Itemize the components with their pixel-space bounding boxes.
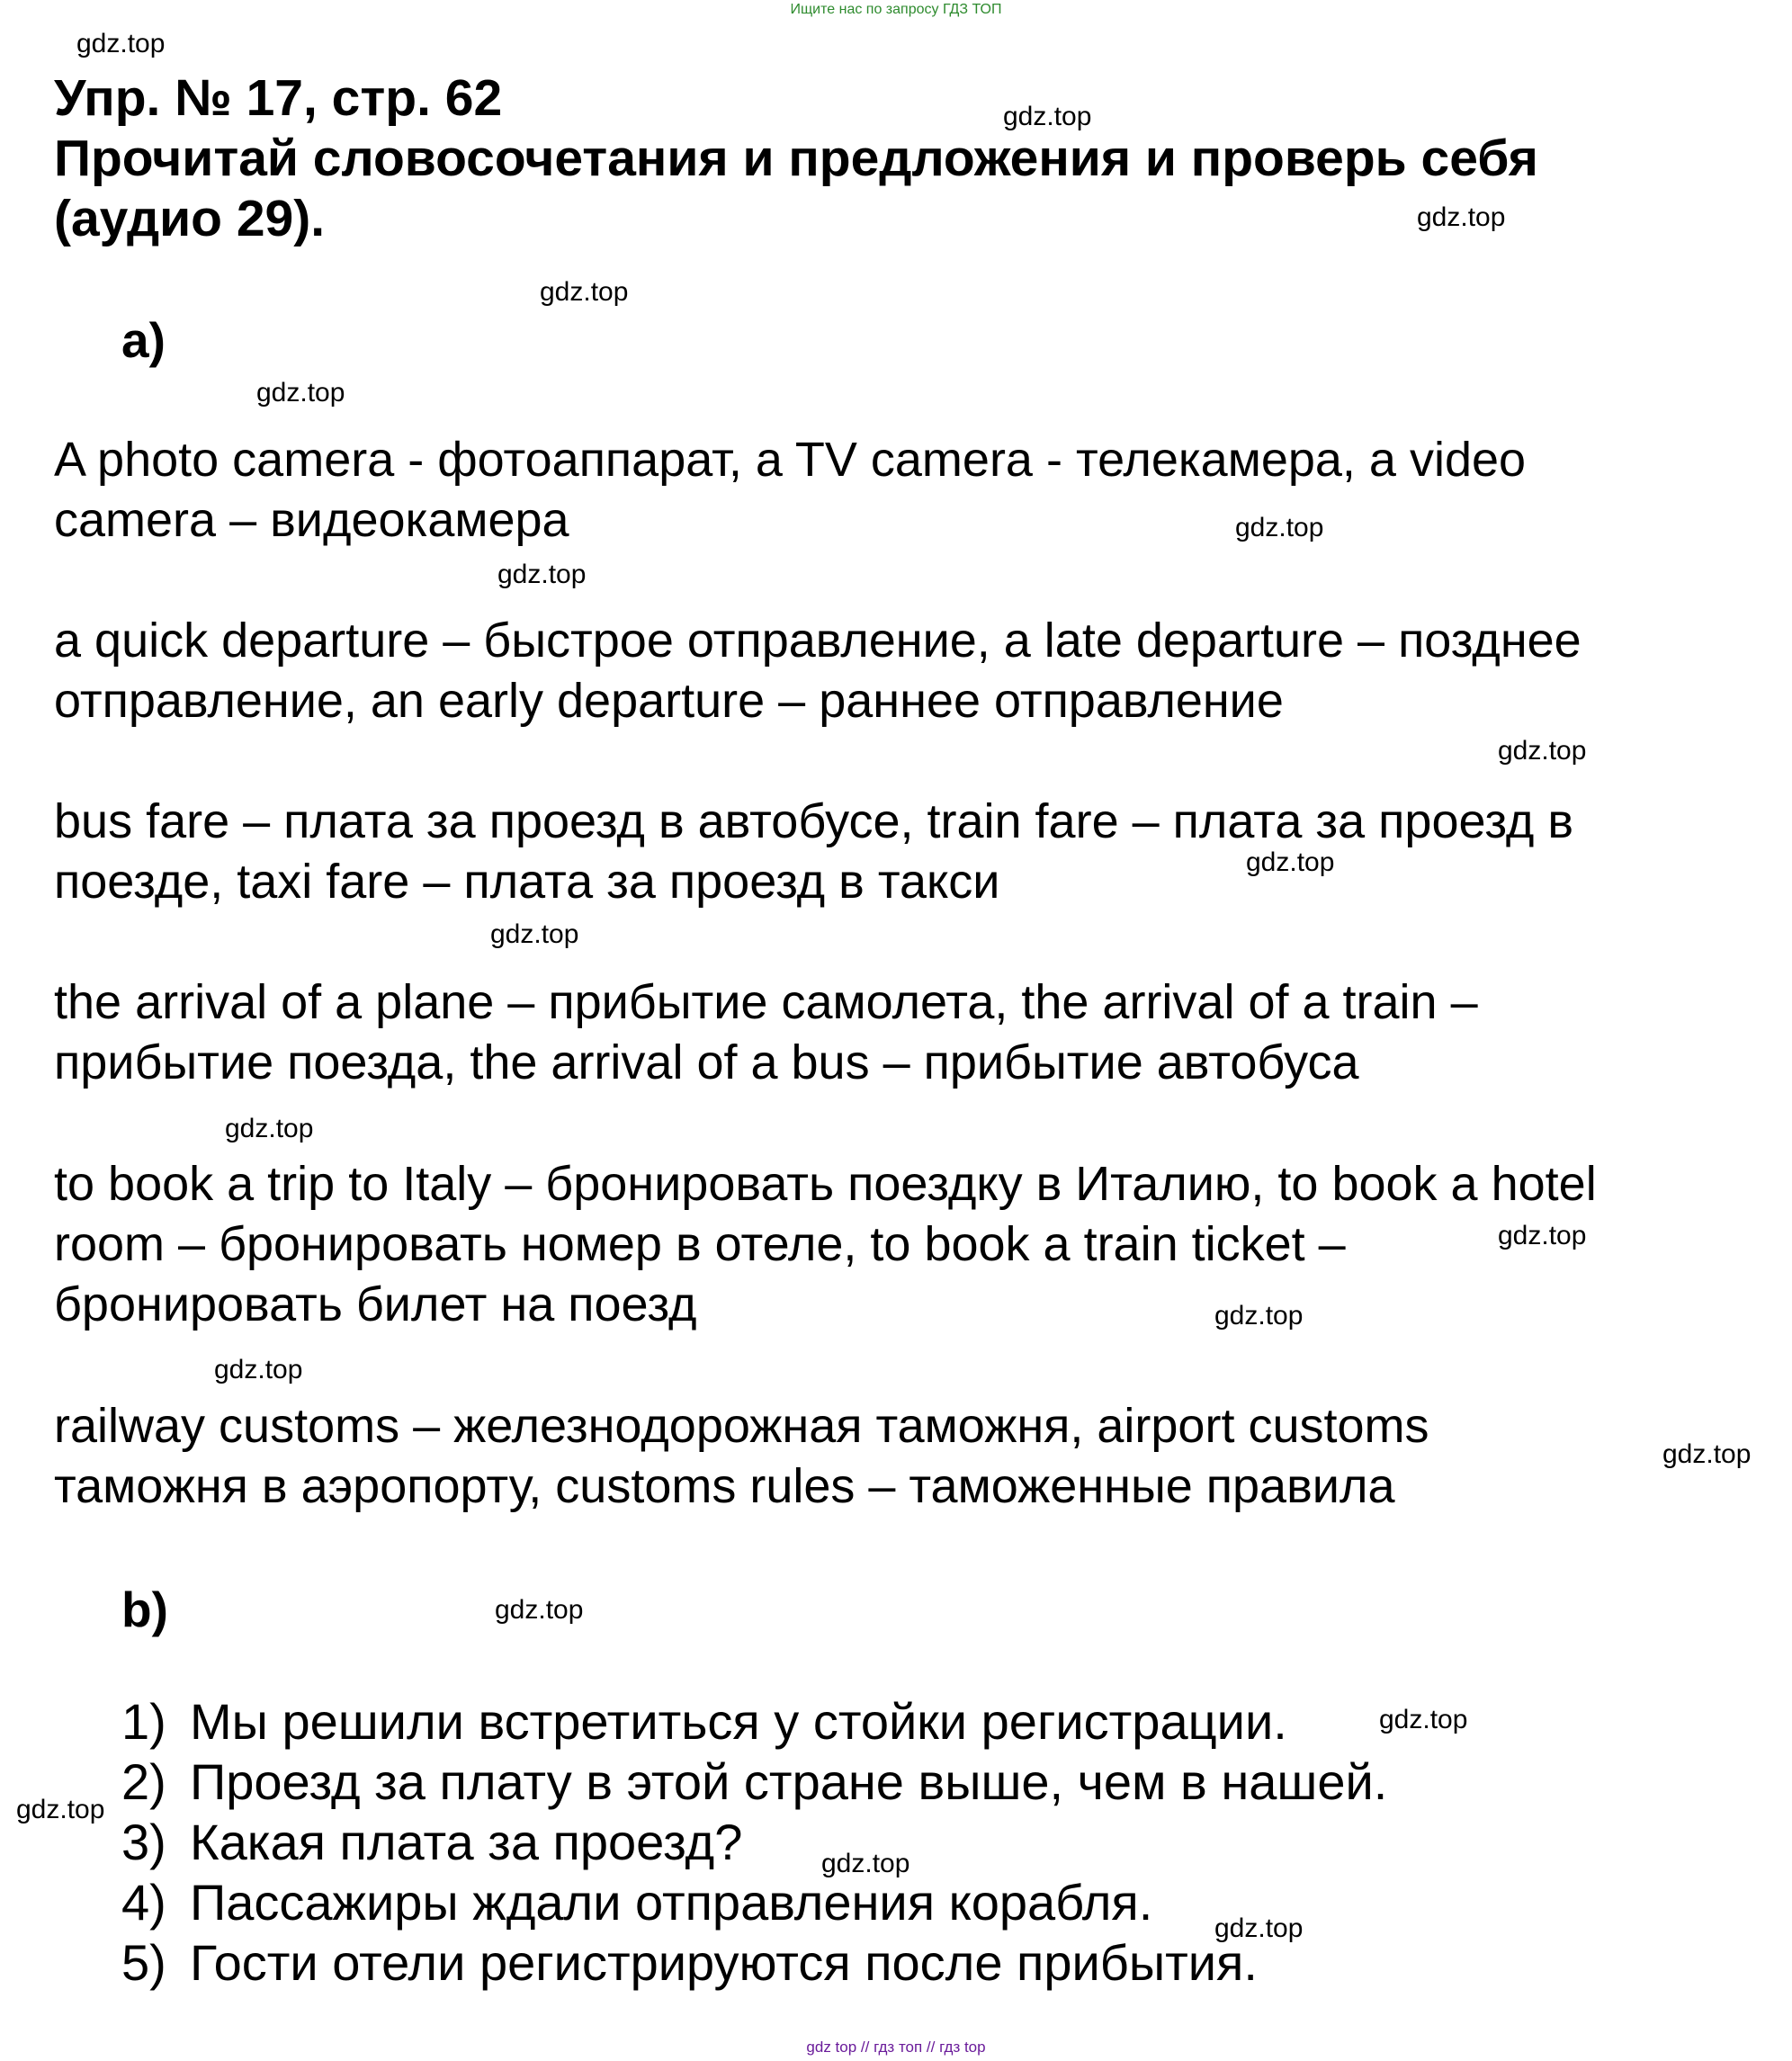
watermark: gdz.top bbox=[1235, 513, 1324, 542]
phrase-group-fare bbox=[54, 792, 1745, 912]
phrase-group-book bbox=[54, 1154, 1745, 1335]
watermark: gdz.top bbox=[76, 29, 166, 58]
item-number: 3) bbox=[121, 1814, 166, 1870]
watermark: gdz.top bbox=[214, 1355, 303, 1384]
list-item bbox=[121, 1691, 1387, 1752]
text-line: бронировать билет на поезд bbox=[54, 1277, 697, 1331]
phrase-group-customs bbox=[54, 1396, 1745, 1517]
watermark: gdz.top bbox=[1214, 1913, 1304, 1943]
list-item bbox=[121, 1872, 1387, 1932]
item-number: 5) bbox=[121, 1934, 166, 1991]
watermark: gdz.top bbox=[1003, 102, 1092, 131]
text-line: поезде, taxi fare – плата за проезд в такси bbox=[54, 855, 1000, 909]
text-line: camera – видеокамера bbox=[54, 493, 569, 547]
text-line: таможня в аэропорту, customs rules – таможенные правила bbox=[54, 1459, 1395, 1513]
text-line: отправление, an early departure – раннее отправление bbox=[54, 674, 1284, 728]
watermark: gdz.top bbox=[1417, 202, 1506, 232]
phrase-group-arrival bbox=[54, 972, 1745, 1093]
text-line: to book a trip to Italy – бронировать поездку в Италию, to book a hotel bbox=[54, 1157, 1597, 1211]
top-banner: Ищите нас по запросу ГДЗ ТОП bbox=[790, 2, 1002, 17]
item-number: 2) bbox=[121, 1753, 166, 1810]
watermark: gdz.top bbox=[540, 277, 629, 307]
sentence-list bbox=[121, 1691, 1387, 1993]
exercise-instruction: Прочитай словосочетания и предложения и проверь себя bbox=[54, 130, 1538, 187]
phrase-group-camera bbox=[54, 430, 1745, 551]
text-line: A photo camera - фотоаппарат, a TV camera - телекамера, a video bbox=[54, 433, 1527, 487]
watermark: gdz.top bbox=[256, 378, 345, 408]
watermark: gdz.top bbox=[821, 1849, 910, 1878]
watermark: gdz.top bbox=[497, 560, 587, 589]
watermark: gdz.top bbox=[225, 1114, 314, 1143]
watermark: gdz.top bbox=[1379, 1705, 1468, 1734]
text-line: bus fare – плата за проезд в автобусе, train fare – плата за проезд в bbox=[54, 794, 1574, 848]
item-number: 1) bbox=[121, 1693, 166, 1750]
watermark: gdz.top bbox=[1214, 1301, 1304, 1331]
text-line: a quick departure – быстрое отправление, a late departure – позднее bbox=[54, 614, 1581, 668]
phrase-group-departure bbox=[54, 611, 1745, 731]
watermark: gdz.top bbox=[16, 1795, 105, 1824]
item-text: Гости отели регистрируются после прибытия. bbox=[190, 1934, 1258, 1991]
list-item bbox=[121, 1752, 1387, 1812]
text-line: the arrival of a plane – прибытие самолета, the arrival of a train – bbox=[54, 975, 1478, 1029]
item-number: 4) bbox=[121, 1874, 166, 1931]
watermark: gdz.top bbox=[1662, 1439, 1752, 1469]
text-line: прибытие поезда, the arrival of a bus – прибытие автобуса bbox=[54, 1035, 1359, 1089]
list-item bbox=[121, 1812, 1387, 1872]
item-text: Проезд за плату в этой стране выше, чем в нашей. bbox=[190, 1753, 1388, 1810]
item-text: Пассажиры ждали отправления корабля. bbox=[190, 1874, 1153, 1931]
list-item bbox=[121, 1932, 1387, 1993]
text-line: room – бронировать номер в отеле, to book a train ticket – bbox=[54, 1217, 1346, 1271]
exercise-number: Упр. № 17, стр. 62 bbox=[54, 69, 503, 127]
footer-watermark: gdz top // гдз топ // гдз top bbox=[806, 2039, 986, 2056]
watermark: gdz.top bbox=[495, 1595, 584, 1625]
watermark: gdz.top bbox=[490, 919, 579, 949]
watermark: gdz.top bbox=[1498, 1221, 1587, 1250]
text-line: railway customs – железнодорожная таможня, airport customs bbox=[54, 1399, 1429, 1453]
watermark: gdz.top bbox=[1246, 847, 1335, 877]
item-text: Какая плата за проезд? bbox=[190, 1814, 743, 1870]
section-a-label: a) bbox=[121, 312, 166, 368]
exercise-audio-ref: (аудио 29). bbox=[54, 190, 326, 247]
item-text: Мы решили встретиться у стойки регистрации. bbox=[190, 1693, 1287, 1750]
watermark: gdz.top bbox=[1498, 736, 1587, 766]
section-b-label: b) bbox=[121, 1582, 168, 1637]
